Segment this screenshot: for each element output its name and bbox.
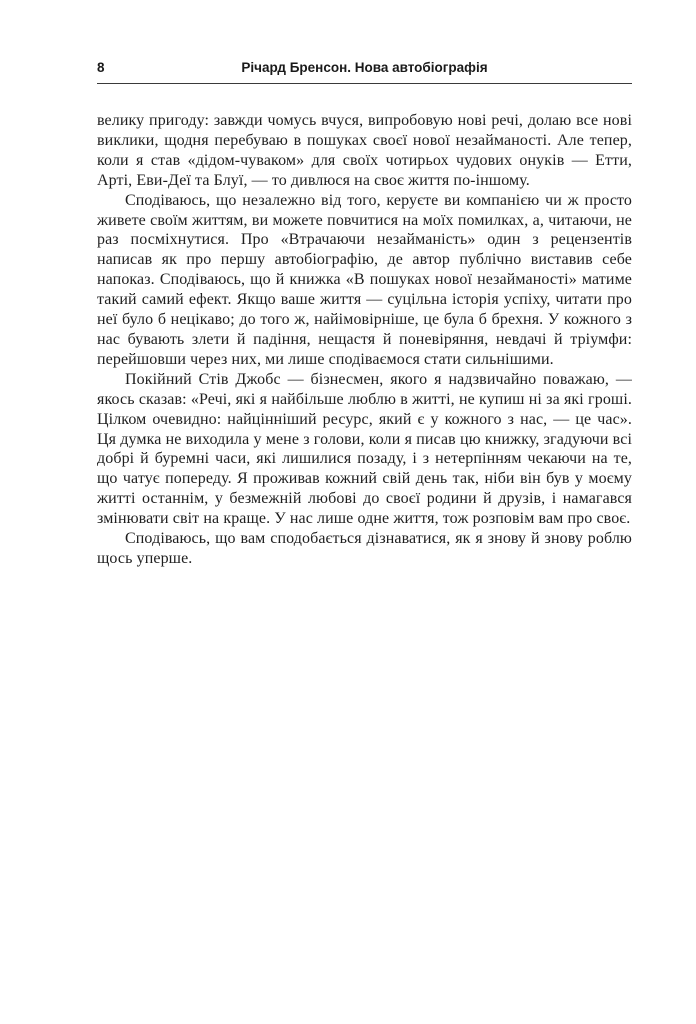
page-header	[97, 60, 632, 84]
paragraph: Сподіваюсь, що вам сподобається дізнаватися, як я знову й знову роблю щось уперше.	[97, 530, 632, 567]
body-text	[97, 111, 632, 569]
running-title: Річард Бренсон. Нова автобіографія	[241, 60, 488, 75]
page-number: 8	[97, 60, 105, 75]
paragraph: Покійний Стів Джобс — бізнесмен, якого я надзвичайно поважаю, — якось сказав: «Речі, які я найбільше люблю в житті, не купиш ні за які гроші. Цілком очевидно: найцінніший ресурс, який є у кожного з нас, — це час». Ця думка не виходила у мене з голови, коли я писав цю книжку, згадуючи всі добрі й буремні часи, які лишилися позаду, і з нетерпінням чекаючи на те, що чатує попереду. Я проживав кожний свій день так, ніби він був у моєму житті останнім, у безмежній любові до своєї родини й друзів, і намагався змінювати світ на краще. У нас лише одне життя, тож розповім вам про своє.	[97, 370, 632, 528]
paragraph: Сподіваюсь, що незалежно від того, керуєте ви компанією чи ж просто живете своїм життям, ви можете повчитися на моїх помилках, а, читаючи, не раз посміхнутися. Про «Втрачаючи незайманість» один з рецензентів написав як про першу автобіографію, де автор публічно виставив себе напоказ. Сподіваюсь, що й книжка «В пошуках нової незайманості» матиме такий самий ефект. Якщо ваше життя — суцільна історія успіху, читати про неї було б нецікаво; до того ж, найімовірніше, це була б брехня. У кожного з нас бувають злети й падіння, нещастя й поневіряння, невдачі й тріумфи: перейшовши через них, ми лише сподіваємося стати сильнішими.	[97, 191, 632, 368]
paragraph: велику пригоду: завжди чомусь вчуся, випробовую нові речі, долаю все нові виклики, щодня перебуваю в пошуках своєї нової незайманості. Але тепер, коли я став «дідом-чуваком» для своїх чотирьох чудових онуків — Етти, Арті, Еви-Деї та Блуї, — то дивлюся на своє життя по-іншому.	[97, 112, 632, 189]
